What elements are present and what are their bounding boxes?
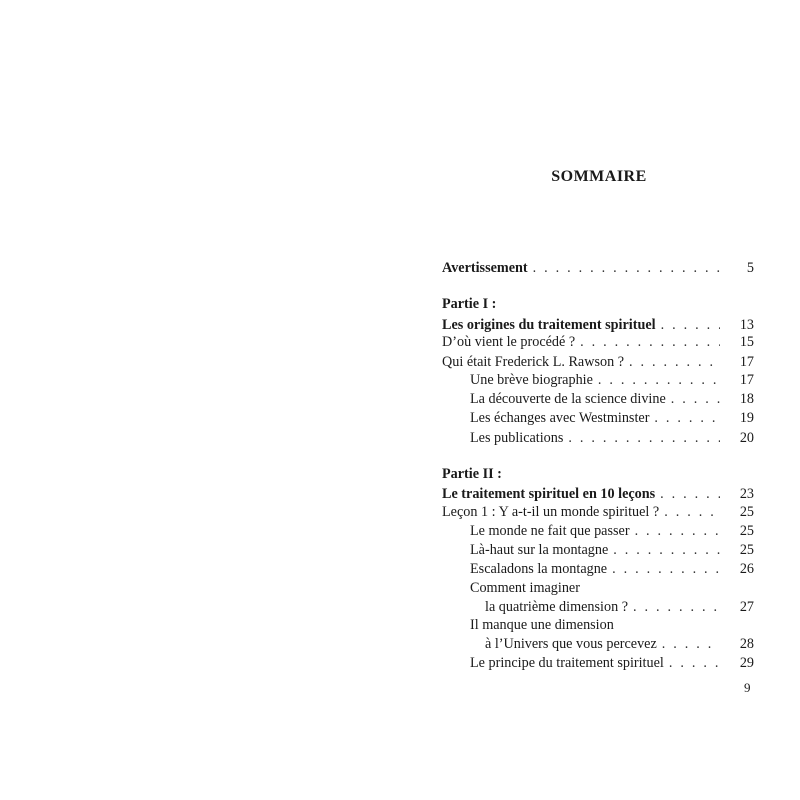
toc-entry-label-line1: Comment imaginer [470,580,580,596]
toc-entry-page: 20 [739,430,754,446]
toc-entry-label: Escaladons la montagne [470,561,608,577]
toc-entry-label: Qui était Frederick L. Rawson ? [442,354,625,370]
toc-entry-page: 13 [739,317,754,333]
toc-entry[interactable] [442,389,754,409]
toc-entry-page: 15 [739,334,754,350]
leader-dots [629,352,720,372]
leader-dots [654,408,720,428]
toc-entry[interactable] [442,502,754,522]
toc-entry[interactable] [442,653,754,673]
leader-dots [664,502,720,522]
section-heading-partie-2: Partie II : [442,466,502,482]
toc-entry-page: 25 [739,504,754,520]
toc-entry[interactable] [442,597,754,617]
toc-entry[interactable] [442,521,754,541]
toc-entry-label: Là-haut sur la montagne [470,542,609,558]
leader-dots [662,634,720,654]
toc-entry-label: La découverte de la science divine [470,391,666,407]
leader-dots [671,389,720,409]
toc-entry-avertissement[interactable] [442,258,754,278]
toc-entry-label: Avertissement [442,260,528,276]
toc-entry-page: 17 [739,372,754,388]
toc-entry-label: Le traitement spirituel en 10 leçons [442,486,656,502]
toc-entry-label: Une brève biographie [470,372,593,388]
toc-entry-page: 25 [739,542,754,558]
toc-entry-page: 19 [739,410,754,426]
toc-entry-label: Leçon 1 : Y a-t-il un monde spirituel ? [442,504,660,520]
toc-entry-label: Les origines du traitement spirituel [442,317,656,333]
toc-entry[interactable] [442,540,754,560]
toc-entry-label: D’où vient le procédé ? [442,334,576,350]
leader-dots [580,332,720,352]
toc-entry[interactable] [442,352,754,372]
page-number: 9 [744,680,751,695]
toc-entry-label: Les publications [470,430,564,446]
toc-entry-page: 29 [739,655,754,671]
toc-entry[interactable] [442,484,754,504]
toc-entry-page: 5 [746,260,754,276]
toc-entry[interactable] [442,370,754,390]
toc-entry-label-line1: Il manque une dimension [470,617,614,633]
toc-entry-label: la quatrième dimension ? [485,599,629,615]
toc-entry-page: 23 [739,486,754,502]
toc-entry[interactable] [442,634,754,654]
toc-entry-page: 28 [739,636,754,652]
toc-entry-label: Le monde ne fait que passer [470,523,630,539]
toc-entry-label: Les échanges avec Westminster [470,410,650,426]
toc-entry-page: 18 [739,391,754,407]
leader-dots [613,540,720,560]
leader-dots [533,258,720,278]
leader-dots [568,428,720,448]
leader-dots [635,521,720,541]
toc-entry[interactable] [442,408,754,428]
toc-entry-label: Le principe du traitement spirituel [470,655,664,671]
toc-entry[interactable] [442,559,754,579]
page-title: SOMMAIRE [551,168,647,185]
table-of-contents [442,0,754,800]
toc-entry-page: 25 [739,523,754,539]
toc-entry[interactable] [442,428,754,448]
leader-dots [669,653,720,673]
leader-dots [598,370,720,390]
leader-dots [660,484,720,504]
leader-dots [633,597,720,617]
section-heading-partie-1: Partie I : [442,296,497,312]
leader-dots [612,559,720,579]
toc-entry-page: 17 [739,354,754,370]
toc-entry[interactable] [442,332,754,352]
toc-entry-label: à l’Univers que vous percevez [485,636,657,652]
toc-entry-page: 27 [739,599,754,615]
toc-entry-page: 26 [739,561,754,577]
